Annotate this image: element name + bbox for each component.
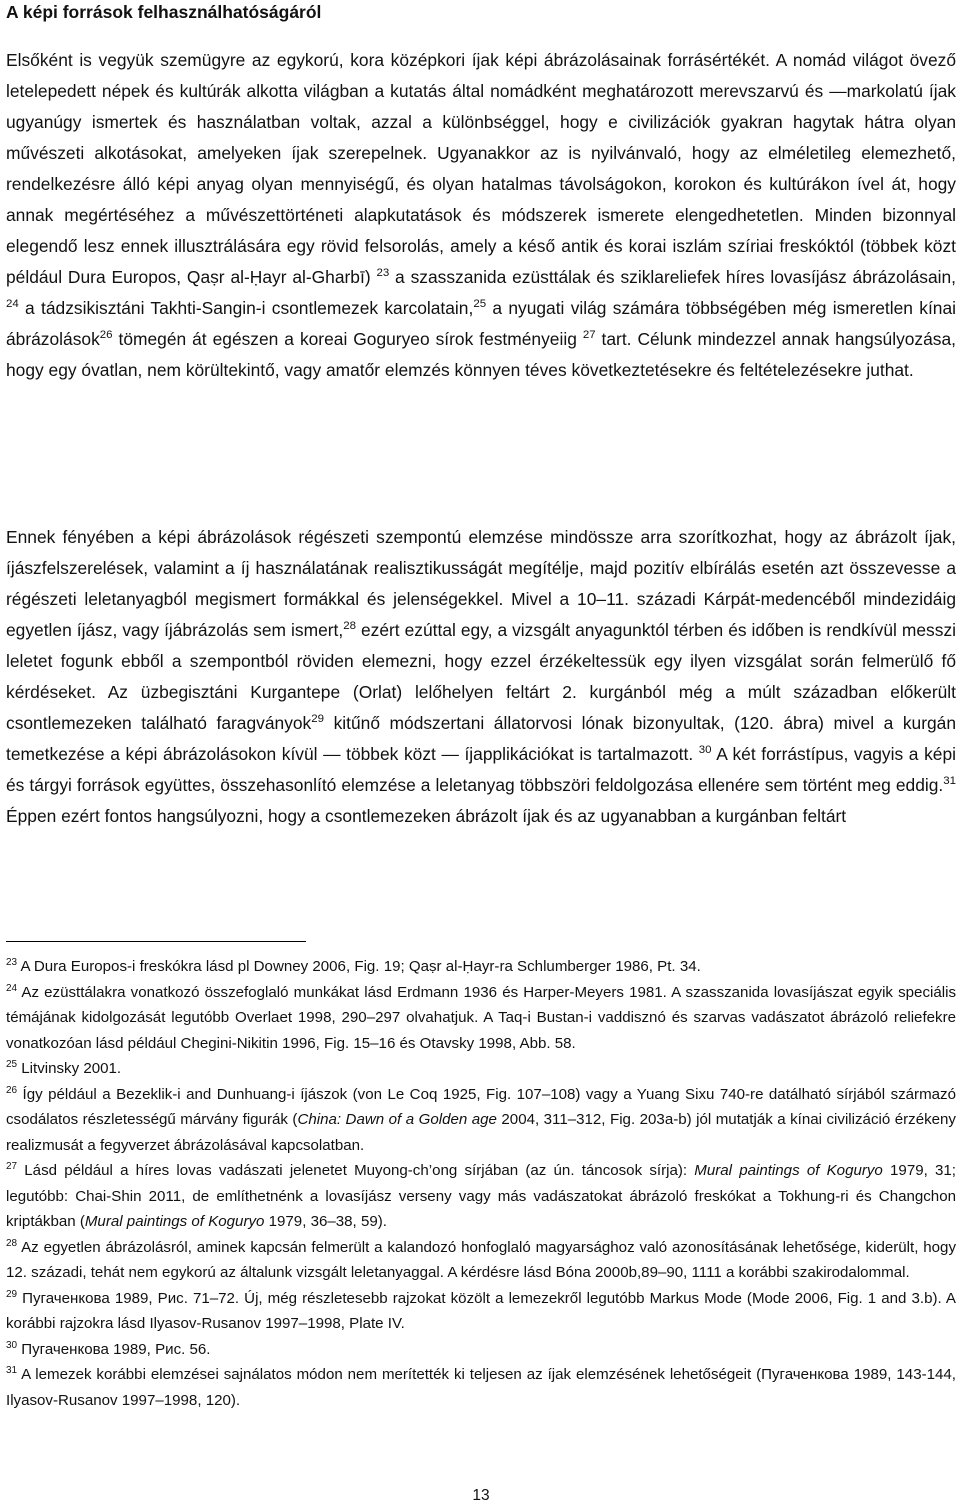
footnote-ref: 26 — [6, 1084, 18, 1096]
footnote-24 — [6, 980, 956, 1057]
text-run: a nyugati világ számára többségében még ismeretlen kínai ábrázolások — [6, 298, 957, 349]
text-run: ezért ezúttal egy, a vizsgált anyagunktól térben és időben is rendkívül messzi leletet fogunk ebből a szempontból röviden elemezni, hogy ezzel érzékeltessük egy ilyen vizsgálat során felmerülő fő kérdéseket. Az üzbegisztáni Kurgantepe (Orlat) lelőhelyen feltárt 2. kurgánból még a múlt században előkerült csontlemezeken található faragványok — [6, 620, 957, 733]
text-run: Elsőként is vegyük szemügyre az egykorú, kora középkori íjak képi ábrázolásainak forrásértékét. A nomád világot övező letelepedett népek és kultúrák alkotta világban a kutatás által nomádként meghatározott merevszarvú és ―markolatú íjak ugyanúgy ismertek és használatban voltak, azzal a különbséggel, hogy e civilizációk gyakran hagytak hátra olyan művészeti alkotásokat, amelyeken íjak szerepelnek. Ugyanakkor az is nyilvánvaló, hogy az elméletileg elemezhető, rendelkezésre álló képi anyag olyan mennyiségű, és olyan hatalmas távolságokon, korokon és kultúrákon ível át, hogy annak megértéséhez a művészettörténeti alapkutatások és módszerek ismerete elengedhetetlen. Minden bizonnyal elegendő lesz ennek illusztrálására egy rövid felsorolás, amely a késő antik és korai iszlám szíriai freskóktól (többek közt például Dura Europos, Qaṣr al-Ḥayr al-Gharbī) — [6, 50, 956, 287]
footnote-30 — [6, 1337, 956, 1363]
footnote-ref: 28 — [6, 1237, 18, 1249]
footnote-separator — [6, 941, 306, 942]
footnote-ref: 29 — [311, 713, 325, 726]
text-run: Az ezüsttálakra vonatkozó összefoglaló munkákat lásd Erdmann 1936 és Harper-Meyers 1981. A szasszanida lovasíjászat egyik speciális témájának kidolgozását legutóbb Overlaet 1998, 290–297 olvahatjuk. A Taq-i Bustan-i vaddisznó és szarvas vadászatot ábrázoló reliefekre vonatkozóan lásd például Chegini-Nikitin 1996, Fig. 15–16 és Otavsky 1998, Abb. 58. — [6, 983, 956, 1052]
footnote-29 — [6, 1286, 956, 1337]
footnote-ref: 27 — [582, 329, 596, 342]
footnote-ref: 30 — [698, 744, 712, 757]
text-run: kitűnő módszertani állatorvosi lónak bizonyultak, (120. ábra) mivel a kurgán temetkezése a képi ábrázolásokon kívül ― többek közt ― íjapplikációkat is tartalmazott. — [6, 713, 957, 764]
italic-title: Mural paintings of Koguryo — [694, 1162, 883, 1179]
text-run: a szasszanida ezüsttálak és sziklareliefek híres lovasíjász ábrázolásain, — [389, 267, 956, 287]
text-run: Пугаченкова 1989, Рис. 71–72. Új, még részletesebb rajzokat közölt a lemezekről legutóbb Markus Mode (Mode 2006, Fig. 1 and 3.b). A korábbi rajzokra lásd Ilyasov-Rusanov 1997–1998, Plate IV. — [6, 1289, 956, 1332]
footnote-ref: 25 — [473, 298, 487, 311]
body-paragraph-1 — [6, 45, 956, 386]
text-run: tömegén át egészen a koreai Goguryeo sírok festményeiig — [112, 329, 583, 349]
footnote-ref: 29 — [6, 1288, 18, 1300]
footnote-ref: 30 — [6, 1339, 18, 1351]
footnotes — [6, 954, 956, 1413]
footnote-27 — [6, 1158, 956, 1235]
body-paragraph-2 — [6, 522, 956, 832]
footnote-ref: 31 — [6, 1364, 18, 1376]
text-run: Lásd például a híres lovas vadászati jelenetet Muyong-ch’ong sírjában (az ún. táncosok sírja): — [17, 1162, 695, 1179]
text-run: Пугаченкова 1989, Рис. 56. — [17, 1340, 211, 1358]
text-run: Litvinsky 2001. — [17, 1060, 122, 1077]
footnote-26 — [6, 1082, 956, 1159]
footnote-ref: 28 — [343, 620, 356, 633]
footnote-25 — [6, 1056, 956, 1082]
footnote-ref: 23 — [376, 267, 390, 280]
text-run: Így például a Bezeklik-i and Dunhuang-i íjászok (von Le Coq 1925, Fig. 107–108) vagy a Yuang Sixu 740-re datálható sírjából származó csodálatos részletességű márvány figurák ( — [6, 1085, 956, 1128]
text-run: A lemezek korábbi elemzései sajnálatos módon nem merítették ki teljesen az íjak elemzésének lehetőségeit (Пугаченкова 1989, 143-144, Ilyasov-Rusanov 1997–1998, 120). — [6, 1366, 956, 1409]
footnote-ref: 31 — [943, 775, 956, 788]
italic-title: Mural paintings of Koguryo — [84, 1213, 265, 1230]
text-run: 1979, 36–38, 59). — [264, 1213, 387, 1230]
footnote-ref: 24 — [6, 298, 19, 311]
text-run: A Dura Europos-i freskókra lásd pl Downey 2006, Fig. 19; Qaṣr al-Ḥayr-ra Schlumberger 1986, Pt. 34. — [17, 958, 701, 975]
footnote-ref: 25 — [6, 1058, 18, 1070]
text-run: A két forrástípus, vagyis a képi és tárgyi források együttes, összehasonlító elemzése a leletanyag többszöri feldolgozása ellenére sem történt meg eddig. — [6, 744, 956, 795]
text-run: Éppen ezért fontos hangsúlyozni, hogy a csontlemezeken ábrázolt íjak és az ugyanabban a kurgánban feltárt — [6, 806, 847, 826]
section-heading: A képi források felhasználhatóságáról — [6, 2, 322, 22]
text-run: Ennek fényében a képi ábrázolások régészeti szempontú elemzése mindössze arra szorítkozhat, hogy az ábrázolt íjak, íjászfelszerelések, valamint a íj használatának realisztikusságát megítélje, majd pozitív elbírálás esetén azt összevesse a régészeti leletanyagból megismert formákkal és jelenségekkel. Mivel a 10–11. századi Kárpát-medencéből mindezidáig egyetlen íjász, vagy íjábrázolás sem ismert, — [6, 527, 956, 640]
footnote-ref: 23 — [6, 956, 18, 968]
text-run: 2004, 311–312, Fig. 203a-b) jól mutatják a kínai civilizáció érzékeny realizmusát a fegyverzet ábrázolásával kapcsolatban. — [6, 1111, 956, 1154]
text-run: Az egyetlen ábrázolásról, aminek kapcsán felmerült a kalandozó honfoglaló magyarsághoz való azonosításának lehetősége, kiderült, hogy 12. századi, tehát nem egykorú az általunk vizsgált leletanyaggal. A kérdésre lásd Bóna 2000b,89–90, 1111 a korábbi szakirodalommal. — [6, 1238, 956, 1281]
footnote-ref: 27 — [6, 1160, 18, 1172]
text-run: 1979, 31; legutóbb: Chai-Shin 2011, de említhetnénk a lovasíjász verseny vagy más vadászatokat ábrázoló freskókat a Tokhung-ri és Changchon kriptákban ( — [6, 1162, 956, 1230]
text-run: tart. Célunk mindezzel annak hangsúlyozása, hogy egy óvatlan, nem körültekintő, vagy amatőr elemzés könnyen téves következtetésekre és feltételezésekre juthat. — [6, 329, 957, 380]
page-number: 13 — [472, 1487, 490, 1504]
italic-title: China: Dawn of a Golden age — [297, 1111, 497, 1128]
footnote-ref: 24 — [6, 982, 18, 994]
text-run: a tádzsikisztáni Takhti-Sangin-i csontlemezek karcolatain, — [18, 298, 474, 318]
footnote-31 — [6, 1362, 956, 1413]
footnote-ref: 26 — [99, 329, 113, 342]
footnote-28 — [6, 1235, 956, 1286]
footnote-23 — [6, 954, 956, 980]
